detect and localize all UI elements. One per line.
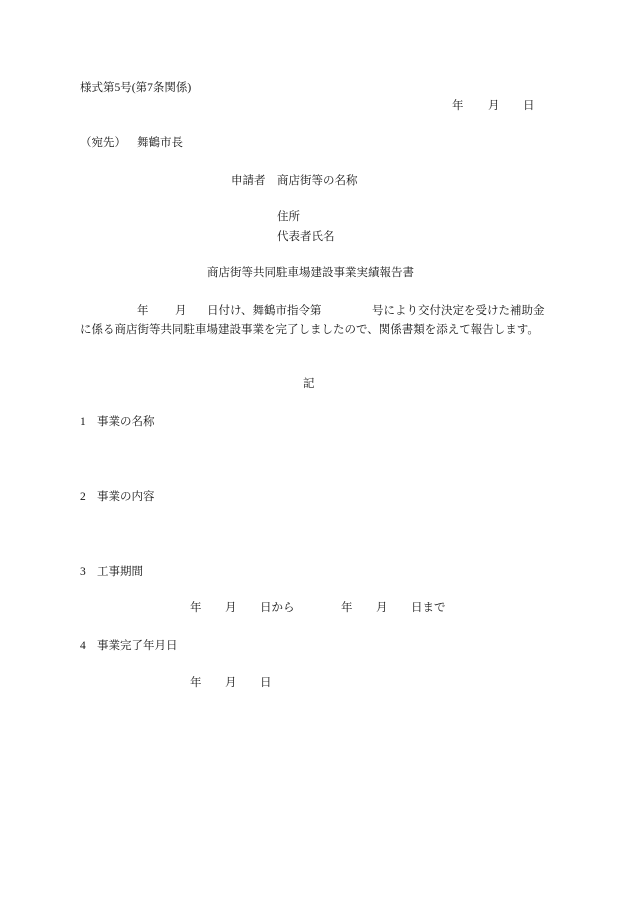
item-label: 事業の名称 [97,416,155,428]
item-label: 工事期間 [97,566,143,578]
applicant-address-label: 住所 [277,211,300,223]
body-line-2: に係る商店街等共同駐車場建設事業を完了しましたので、関係書類を添えて報告します。 [80,324,539,336]
applicant-label: 申請者 [231,175,266,187]
date-year: 年 [452,100,464,112]
date-month: 月 [488,100,500,112]
body-month: 月 [175,305,187,317]
body-number-text: 号により交付決定を受けた補助金 [372,305,545,317]
completion-month: 月 [225,677,237,689]
item-number: 2 [80,491,86,503]
period-start-day: 日から [260,602,295,614]
period-start-month: 月 [225,602,237,614]
body-day-text: 日付け、舞鶴市指令第 [207,305,322,317]
ki-heading: 記 [303,378,315,390]
period-end-year: 年 [341,602,353,614]
item-number: 3 [80,566,86,578]
applicant-name-label: 商店街等の名称 [277,175,358,187]
body-year: 年 [137,305,149,317]
completion-day: 日 [260,677,272,689]
period-end-month: 月 [376,602,388,614]
form-number: 様式第5号(第7条関係) [80,82,192,94]
item-number: 4 [80,640,86,652]
addressee-label: （宛先） [80,137,126,149]
item-number: 1 [80,416,86,428]
document-title: 商店街等共同駐車場建設事業実績報告書 [207,267,414,279]
date-day: 日 [523,100,535,112]
applicant-representative-label: 代表者氏名 [277,231,335,243]
item-label: 事業の内容 [97,491,155,503]
completion-year: 年 [190,677,202,689]
period-end-day: 日まで [411,602,446,614]
period-start-year: 年 [190,602,202,614]
addressee-value: 舞鶴市長 [137,137,183,149]
item-label: 事業完了年月日 [97,640,178,652]
